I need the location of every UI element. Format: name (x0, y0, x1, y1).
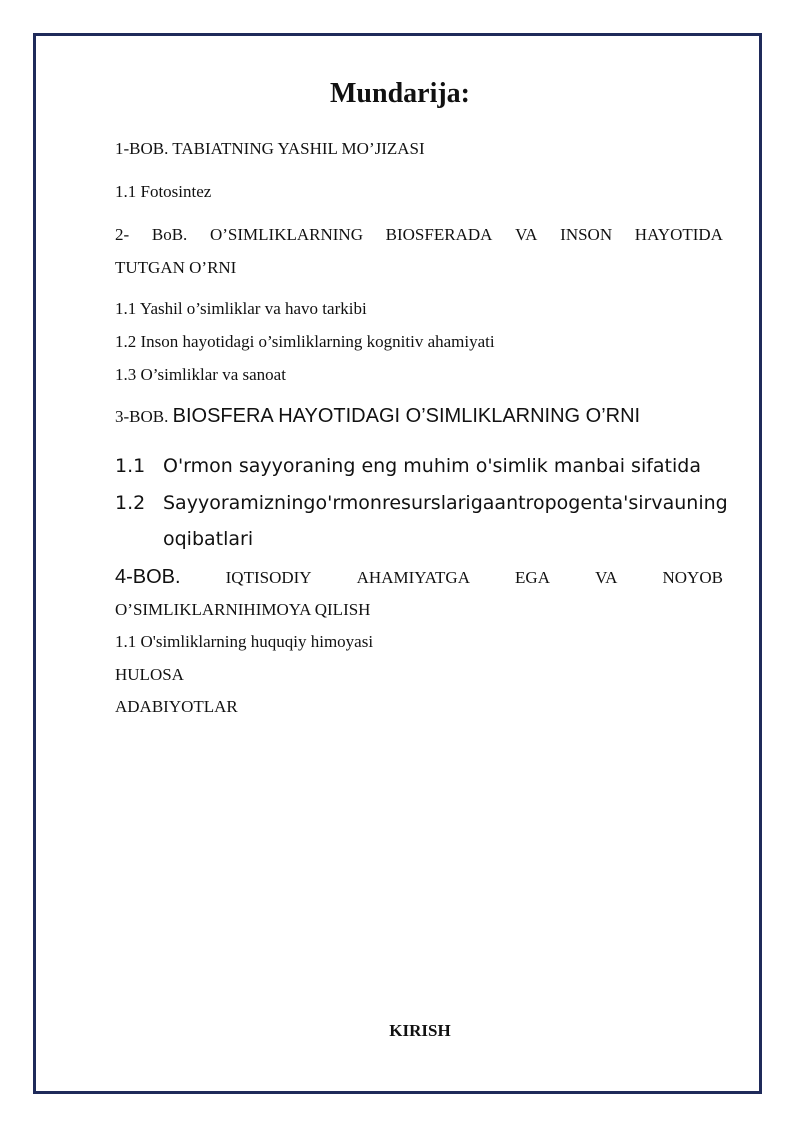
toc-chapter-2 (115, 225, 723, 245)
toc-section-3-2-cont: oqibatlari (163, 528, 254, 550)
toc-section-4-1: 1.1 O'simliklarning huquqiy himoyasi (115, 632, 374, 651)
toc-word: EGA (515, 568, 550, 587)
toc-section-2-3: 1.3 O’simliklar va sanoat (115, 365, 286, 384)
toc-word: Sayyoramizning (163, 492, 316, 514)
toc-word: ta'sir (604, 492, 652, 514)
toc-section-3-1-title: O'rmon sayyoraning eng muhim o'simlik manbai sifatida (163, 455, 701, 477)
toc-word: va (651, 492, 675, 514)
toc-chapter-2-cont: TUTGAN O’RNI (115, 258, 237, 277)
page-title: Mundarija: (330, 78, 470, 109)
toc-word: uning (674, 492, 728, 514)
toc-word: resurslariga (381, 492, 495, 514)
toc-word: NOYOB (662, 568, 723, 587)
toc-section-1-1: 1.1 Fotosintez (115, 182, 212, 201)
toc-word: 2- (115, 225, 130, 244)
toc-section-3-1-number: 1.1 (115, 455, 146, 477)
toc-word: AHAMIYATGA (356, 568, 470, 587)
toc-word: BIOSFERADA (385, 225, 493, 244)
toc-word: INSON (560, 225, 613, 244)
toc-chapter-3-title: BIOSFERA HAYOTIDAGI O’SIMLIKLARNING O’RNI (172, 405, 641, 427)
toc-section-3-2-title (163, 492, 728, 514)
toc-section-2-2: 1.2 Inson hayotidagi o’simliklarning kognitiv ahamiyati (115, 332, 495, 351)
toc-word: VA (515, 225, 538, 244)
toc-chapter-3 (115, 405, 723, 428)
toc-word: IQTISODIY (225, 568, 312, 587)
toc-chapter-3-prefix: 3-BOB. (115, 407, 169, 426)
toc-conclusion: HULOSA (115, 665, 184, 684)
introduction-heading: KIRISH (389, 1021, 451, 1040)
toc-word: VA (595, 568, 618, 587)
toc-word: antropogen (494, 492, 605, 514)
toc-references: ADABIYOTLAR (115, 697, 238, 716)
toc-word: o'rmon (315, 492, 382, 514)
toc-word: HAYOTIDA (634, 225, 723, 244)
toc-chapter-1: 1-BOB. TABIATNING YASHIL MO’JIZASI (115, 139, 425, 158)
toc-chapter-4-cont: O’SIMLIKLARNIHIMOYA QILISH (115, 600, 371, 619)
toc-chapter-4-prefix: 4-BOB. (115, 566, 181, 588)
toc-word: BoB. (151, 225, 188, 244)
toc-section-3-2-number: 1.2 (115, 492, 146, 514)
toc-section-2-1: 1.1 Yashil o’simliklar va havo tarkibi (115, 299, 367, 318)
toc-word: O’SIMLIKLARNING (209, 225, 363, 244)
toc-chapter-4 (115, 566, 723, 589)
